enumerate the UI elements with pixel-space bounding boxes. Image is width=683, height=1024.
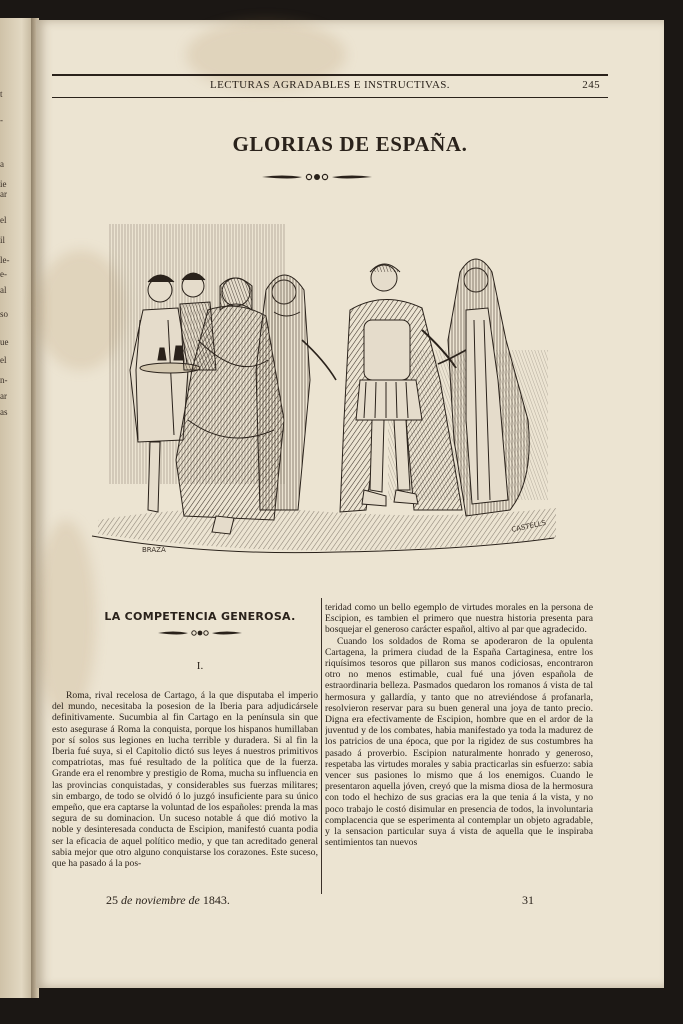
section-title: LA COMPETENCIA GENEROSA. (104, 610, 296, 623)
column-rule (321, 598, 322, 894)
previous-page-text-fragment: a (0, 159, 4, 169)
left-column-text: Roma, rival recelosa de Cartago, á la que disputaba el imperio del mundo, necesitaba la posesion de la Iberia para adjudicársele definitivamente. Sucumbia al fin Cartago en la península sin que esto asegurase á Roma la conquista, porque los hispanos humillaban por sí solos sus legiones en lucha terrible y duradera. Si al fin la Iberia fué suya, si el Capitolio dictó sus leyes á nuestros primitivos compatriotas, mas fué resultado de la política que de la fuerza. Grande era el renombre y prestigio de Roma, mucha su influencia en las provincias conquistadas, y considerables sus fuerzas militares; sin embargo, de todo se olvidó ó lo juzgó insuficiente para su único empeño, que era captarse la voluntad de los españoles: prenda la mas segura de su dominacion. Un suceso notable á que dió motivo la noble y desinteresada conducta de Escipion, manifestó cuanta podia ser la eficacia de aquel político medio, y que tan acreditado general sabia mejor que otro alguno conquistarse los corazones. Este suceso, que ha pasado á la pos- (52, 690, 318, 870)
previous-page-text-fragment: ie (0, 179, 7, 189)
issue-day: 25 (106, 893, 118, 907)
previous-page-text-fragment: - (0, 115, 3, 125)
issue-year: 1843. (202, 893, 230, 907)
engraver-signature-right: CASTELLS (510, 518, 547, 534)
running-title: LECTURAS AGRADABLES E INSTRUCTIVAS. (210, 79, 450, 91)
previous-page-text-fragment: al (0, 285, 7, 295)
issue-month: de noviembre de (121, 893, 200, 907)
section-ornament (158, 628, 242, 638)
engraving-illustration (88, 220, 558, 572)
signature-mark: 31 (522, 893, 534, 907)
previous-page-text-fragment: il (0, 235, 6, 245)
page-number: 245 (582, 79, 600, 91)
title-ornament (262, 171, 372, 183)
previous-page-text-fragment: el (0, 355, 7, 365)
previous-page-text-fragment: ar (0, 391, 7, 401)
previous-page-text-fragment: ue (0, 337, 9, 347)
previous-page-text-fragment: so (0, 309, 9, 319)
article-title: GLORIAS DE ESPAÑA. (232, 132, 468, 156)
previous-page-text-fragment: ar (0, 189, 7, 199)
previous-page-text-fragment: n- (0, 375, 8, 385)
newspaper-page (36, 20, 664, 988)
right-column-paragraph: teridad como un bello egemplo de virtudes morales en la persona de Escipion, es tambien el primero que nuestra historia presenta para bosquejar el generoso carácter español, altivo al par que agradecido. (325, 602, 593, 636)
previous-page-text-fragment: le- (0, 255, 10, 265)
running-header (52, 74, 608, 98)
previous-page-text-fragment: as (0, 407, 8, 417)
issue-date (106, 893, 230, 908)
section-number: I. (196, 660, 204, 672)
right-column-text (325, 602, 593, 892)
previous-page-text-fragment: t (0, 89, 3, 99)
previous-page-text-fragment: el (0, 215, 7, 225)
previous-page-text-fragment: e- (0, 269, 7, 279)
right-column-paragraph: Cuando los soldados de Roma se apoderaron de la opulenta Cartagena, la primera ciudad de la España Cartaginesa, entre los riquísimos tesoros que pillaron sus manos codiciosas, encontraron otro no menos estimable, cual fué una jóven española de estraordinaria belleza. Pasmados quedaron los romanos á vista de tal hermosura y gallardía, y tanto que no atreviéndose á profanarla, resolvieron reservar para su buen general una joya de tanto precio. Digna era efectivamente de Escipion, hombre que en el ardor de la juventud y de los combates, habia manifestado ya toda la madurez de los patricios de una época, que por la rigidez de sus costumbres ha pasado á proverbio. Escipion naturalmente honrado y generoso, respetaba las virtudes morales y sabia practicarlas sin esfuerzo: sabia vencer sus pasiones lo mismo que á los enemigos. Cuando le presentaron aquella jóven, creyó que la misma diosa de la hermosura con todo el hechizo de sus gracias era la que tenia á la vista, y no poco trabajo le costó disimular en presencia de todos, la involuntaria complacencia que se esperimenta al contemplar un objeto agradable, y la sensacion particular suya á vista de aquella que le inspiraba sentimientos tan nuevos (325, 635, 593, 849)
engraver-signature-left: BRAZA (142, 546, 166, 554)
